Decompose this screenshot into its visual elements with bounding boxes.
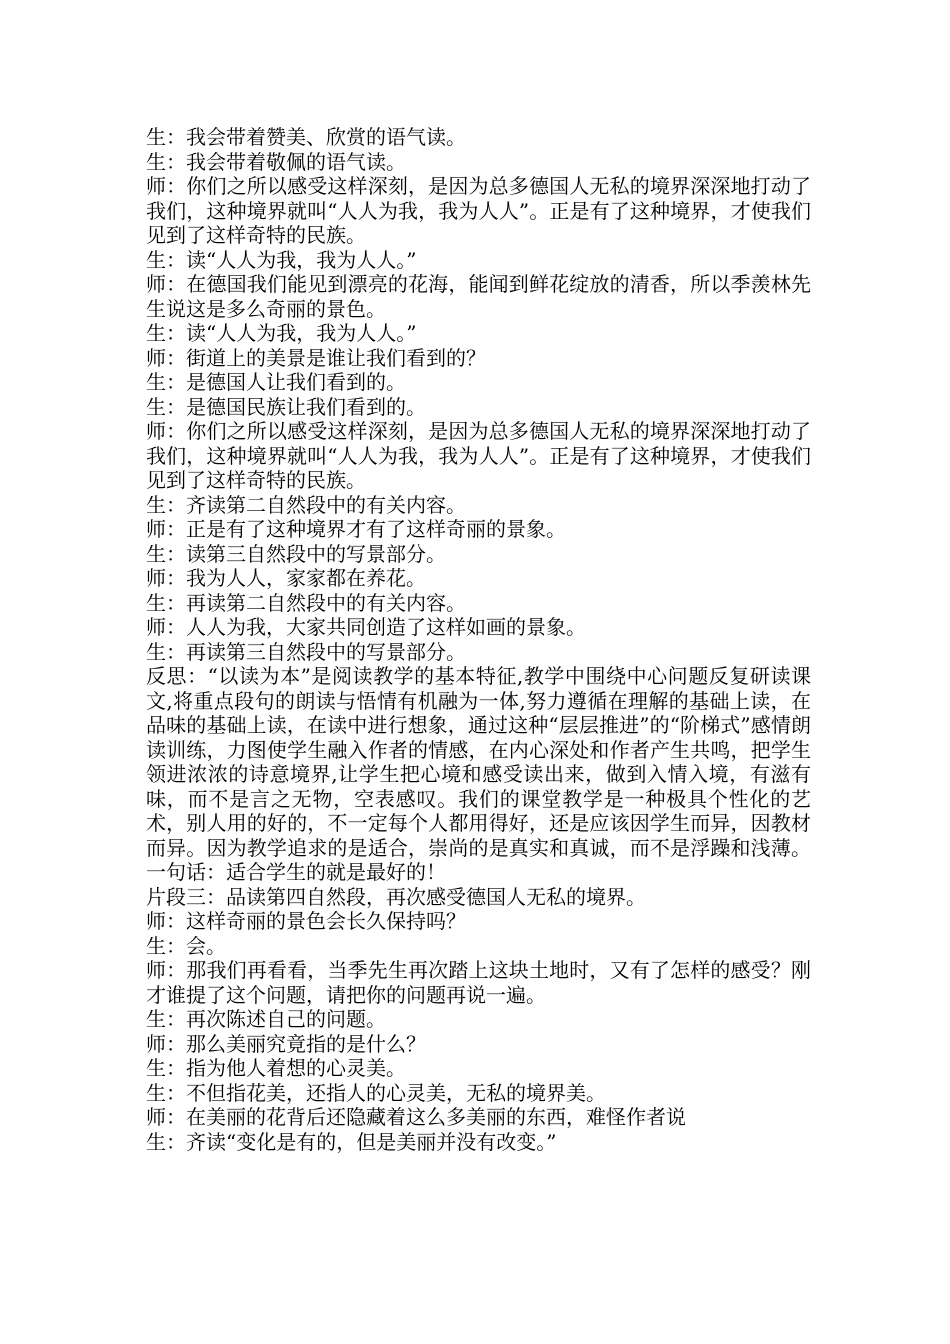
paragraph: 师：街道上的美景是谁让我们看到的？ bbox=[146, 345, 486, 370]
paragraph: 生：再读第二自然段中的有关内容。 bbox=[146, 590, 466, 615]
paragraph: 师：你们之所以感受这样深刻，是因为总多德国人无私的境界深深地打动了我们，这种境界就叫“人人为我，我为人人”。正是有了这种境界，才使我们见到了这样奇特的民族。 bbox=[146, 174, 811, 247]
paragraph: 师：你们之所以感受这样深刻，是因为总多德国人无私的境界深深地打动了我们，这种境界就叫“人人为我，我为人人”。正是有了这种境界，才使我们见到了这样奇特的民族。 bbox=[146, 419, 811, 492]
paragraph: 生：不但指花美，还指人的心灵美，无私的境界美。 bbox=[146, 1080, 606, 1105]
paragraph: 生：指为他人着想的心灵美。 bbox=[146, 1056, 406, 1080]
paragraph: 生：我会带着敬佩的语气读。 bbox=[146, 149, 406, 174]
paragraph: 生：读“人人为我，我为人人。” bbox=[146, 321, 417, 345]
paragraph: 师：正是有了这种境界才有了这样奇丽的景象。 bbox=[146, 517, 566, 541]
paragraph: 师：人人为我，大家共同创造了这样如画的景象。 bbox=[146, 615, 586, 639]
paragraph: 生：会。 bbox=[146, 933, 226, 958]
paragraph: 师：在美丽的花背后还隐藏着这么多美丽的东西，难怪作者说 bbox=[146, 1105, 686, 1129]
reflection-paragraph: 反思：“以读为本”是阅读教学的基本特征,教学中围绕中心问题反复研读课文,将重点段句的朗读与悟情有机融为一体,努力遵循在理解的基础上读，在品味的基础上读，在读中进行想象，通过这种“层层推进”的“阶梯式”感情朗读训练，力图使学生融入作者的情感，在内心深处和作者产生共鸣，把学生领进浓浓的诗意境界,让学生把心境和感受读出来，做到入情入境，有滋有味，而不是言之无物，空表感叹。我们的课堂教学是一种极具个性化的艺术，别人用的好的，不一定每个人都用得好，还是应该因学生而异，因教材而异。因为教学追求的是适合，崇尚的是真实和真诚，而不是浮躁和浅薄。一句话：适合学生的就是最好的！ bbox=[146, 664, 811, 884]
paragraph: 师：那么美丽究竟指的是什么？ bbox=[146, 1031, 426, 1056]
paragraph: 生：读第三自然段中的写景部分。 bbox=[146, 541, 446, 566]
paragraph: 生：再读第三自然段中的写景部分。 bbox=[146, 639, 466, 664]
document-page bbox=[146, 125, 811, 1154]
section-heading: 片段三：品读第四自然段，再次感受德国人无私的境界。 bbox=[146, 884, 646, 909]
paragraph: 生：读“人人为我，我为人人。” bbox=[146, 247, 417, 272]
paragraph: 师：我为人人，家家都在养花。 bbox=[146, 566, 426, 590]
paragraph: 生：齐读“变化是有的，但是美丽并没有改变。” bbox=[146, 1129, 557, 1154]
paragraph: 生：是德国人让我们看到的。 bbox=[146, 370, 406, 394]
paragraph: 生：齐读第二自然段中的有关内容。 bbox=[146, 492, 466, 517]
paragraph: 师：那我们再看看，当季先生再次踏上这块土地时，又有了怎样的感受？刚才谁提了这个问题，请把你的问题再说一遍。 bbox=[146, 958, 811, 1007]
paragraph: 师：这样奇丽的景色会长久保持吗？ bbox=[146, 909, 466, 933]
paragraph: 生：是德国民族让我们看到的。 bbox=[146, 394, 426, 419]
paragraph: 生：再次陈述自己的问题。 bbox=[146, 1007, 386, 1031]
paragraph: 生：我会带着赞美、欣赏的语气读。 bbox=[146, 125, 466, 149]
paragraph: 师：在德国我们能见到漂亮的花海，能闻到鲜花绽放的清香，所以季羡林先生说这是多么奇丽的景色。 bbox=[146, 272, 811, 321]
